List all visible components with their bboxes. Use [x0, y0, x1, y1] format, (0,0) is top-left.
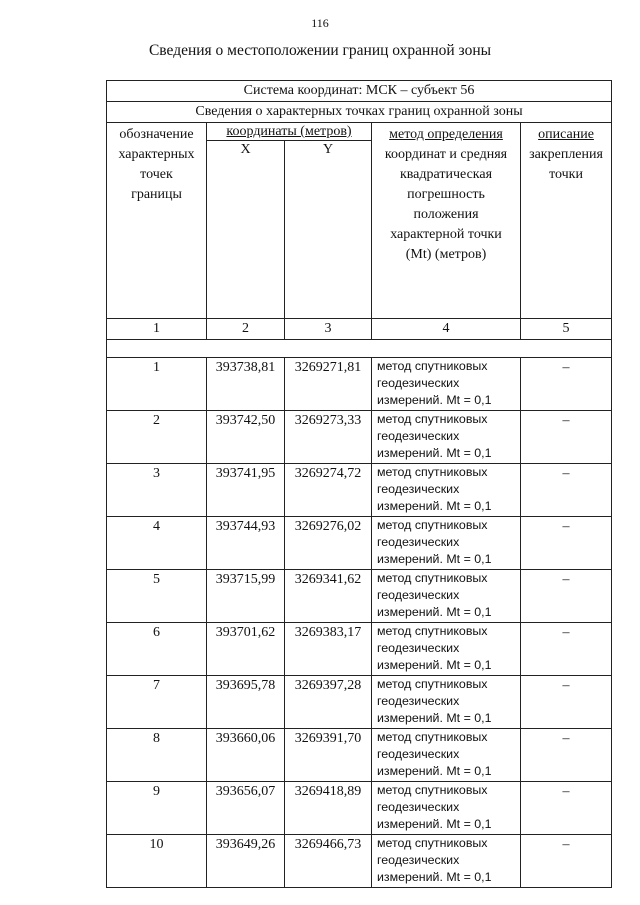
header-method-line: (Mt) (метров): [405, 247, 487, 262]
method-line: геодезических: [377, 535, 460, 549]
method-cell: [372, 676, 521, 729]
method-line: геодезических: [377, 588, 460, 602]
header-description-line: точки: [549, 167, 583, 182]
y-coordinate-cell: 3269341,62: [285, 570, 372, 623]
y-coordinate-cell: 3269466,73: [285, 835, 372, 888]
column-number: 5: [521, 319, 612, 340]
header-coordinates-group: [207, 123, 372, 141]
table-row: [107, 729, 612, 782]
method-line: геодезических: [377, 482, 460, 496]
method-line: геодезических: [377, 641, 460, 655]
method-line: метод спутниковых: [377, 783, 488, 797]
method-line: измерений. Mt = 0,1: [377, 870, 492, 884]
header-point-designation-line: точек: [140, 167, 173, 182]
method-cell: [372, 623, 521, 676]
description-cell: –: [521, 729, 612, 782]
table-row: [107, 570, 612, 623]
method-line: метод спутниковых: [377, 677, 488, 691]
header-y-space: [285, 158, 372, 319]
method-cell: [372, 358, 521, 411]
method-cell: [372, 411, 521, 464]
header-point-designation-line: характерных: [118, 147, 195, 162]
header-point-designation-line: границы: [131, 187, 182, 202]
method-cell: [372, 464, 521, 517]
method-line: метод спутниковых: [377, 412, 488, 426]
table-row: [107, 464, 612, 517]
x-coordinate-cell: 393738,81: [207, 358, 285, 411]
header-method: [372, 123, 521, 319]
x-coordinate-cell: 393695,78: [207, 676, 285, 729]
x-coordinate-cell: 393715,99: [207, 570, 285, 623]
header-description-line: закрепления: [529, 147, 603, 162]
column-number: 3: [285, 319, 372, 340]
header-x: X: [207, 141, 285, 159]
description-cell: –: [521, 517, 612, 570]
description-cell: –: [521, 464, 612, 517]
table-row: [107, 676, 612, 729]
header-point-designation-line: обозначение: [119, 127, 194, 142]
characteristic-points-info-row: Сведения о характерных точках границ охранной зоны: [107, 102, 612, 123]
point-number-cell: 5: [107, 570, 207, 623]
method-line: измерений. Mt = 0,1: [377, 499, 492, 513]
method-line: метод спутниковых: [377, 518, 488, 532]
method-line: геодезических: [377, 429, 460, 443]
x-coordinate-cell: 393741,95: [207, 464, 285, 517]
method-line: геодезических: [377, 747, 460, 761]
x-coordinate-cell: 393649,26: [207, 835, 285, 888]
y-coordinate-cell: 3269391,70: [285, 729, 372, 782]
method-line: измерений. Mt = 0,1: [377, 393, 492, 407]
method-line: измерений. Mt = 0,1: [377, 446, 492, 460]
table-row: [107, 782, 612, 835]
description-cell: –: [521, 411, 612, 464]
header-method-line: квадратическая: [399, 167, 493, 182]
method-line: геодезических: [377, 853, 460, 867]
method-cell: [372, 570, 521, 623]
method-line: измерений. Mt = 0,1: [377, 817, 492, 831]
y-coordinate-cell: 3269274,72: [285, 464, 372, 517]
method-line: геодезических: [377, 376, 460, 390]
y-coordinate-cell: 3269273,33: [285, 411, 372, 464]
description-cell: –: [521, 358, 612, 411]
page-number: 116: [311, 16, 329, 30]
y-coordinate-cell: 3269383,17: [285, 623, 372, 676]
method-cell: [372, 517, 521, 570]
y-coordinate-cell: 3269271,81: [285, 358, 372, 411]
point-number-cell: 10: [107, 835, 207, 888]
header-method-line: характерной точки: [390, 227, 502, 242]
method-line: измерений. Mt = 0,1: [377, 764, 492, 778]
description-cell: –: [521, 676, 612, 729]
method-line: метод спутниковых: [377, 571, 488, 585]
method-line: метод спутниковых: [377, 359, 488, 373]
method-cell: [372, 782, 521, 835]
table-row: [107, 517, 612, 570]
method-line: метод спутниковых: [377, 730, 488, 744]
column-number: 2: [207, 319, 285, 340]
boundary-points-table: [106, 80, 612, 888]
column-number: 1: [107, 319, 207, 340]
method-line: метод спутниковых: [377, 465, 488, 479]
empty-separator-row: [107, 340, 612, 358]
table-row: [107, 623, 612, 676]
method-cell: [372, 729, 521, 782]
header-x-space: [207, 158, 285, 319]
method-line: измерений. Mt = 0,1: [377, 658, 492, 672]
point-number-cell: 1: [107, 358, 207, 411]
description-cell: –: [521, 835, 612, 888]
x-coordinate-cell: 393660,06: [207, 729, 285, 782]
header-method-line: погрешность: [407, 187, 485, 202]
description-cell: –: [521, 570, 612, 623]
method-line: метод спутниковых: [377, 836, 488, 850]
method-line: измерений. Mt = 0,1: [377, 552, 492, 566]
method-line: измерений. Mt = 0,1: [377, 711, 492, 725]
table-row: [107, 411, 612, 464]
header-point-designation: [107, 123, 207, 319]
point-number-cell: 6: [107, 623, 207, 676]
x-coordinate-cell: 393701,62: [207, 623, 285, 676]
header-method-line: метод определения: [389, 127, 503, 142]
method-line: измерений. Mt = 0,1: [377, 605, 492, 619]
column-number: 4: [372, 319, 521, 340]
x-coordinate-cell: 393656,07: [207, 782, 285, 835]
x-coordinate-cell: 393742,50: [207, 411, 285, 464]
point-number-cell: 9: [107, 782, 207, 835]
table-row: [107, 835, 612, 888]
point-number-cell: 8: [107, 729, 207, 782]
point-number-cell: 7: [107, 676, 207, 729]
header-method-line: координат и средняя: [384, 147, 508, 162]
point-number-cell: 3: [107, 464, 207, 517]
coordinate-system-row: Система координат: МСК – субъект 56: [107, 81, 612, 102]
description-cell: –: [521, 623, 612, 676]
point-number-cell: 4: [107, 517, 207, 570]
method-line: метод спутниковых: [377, 624, 488, 638]
description-cell: –: [521, 782, 612, 835]
method-line: геодезических: [377, 694, 460, 708]
header-coordinates-label: координаты (метров): [226, 124, 352, 139]
point-number-cell: 2: [107, 411, 207, 464]
header-method-line: положения: [413, 207, 479, 222]
x-coordinate-cell: 393744,93: [207, 517, 285, 570]
y-coordinate-cell: 3269397,28: [285, 676, 372, 729]
table-row: [107, 358, 612, 411]
method-line: геодезических: [377, 800, 460, 814]
method-cell: [372, 835, 521, 888]
header-y: Y: [285, 141, 372, 159]
document-title: Сведения о местоположении границ охранной зоны: [148, 42, 492, 59]
y-coordinate-cell: 3269276,02: [285, 517, 372, 570]
header-description-line: описание: [538, 127, 594, 142]
header-description: [521, 123, 612, 319]
y-coordinate-cell: 3269418,89: [285, 782, 372, 835]
